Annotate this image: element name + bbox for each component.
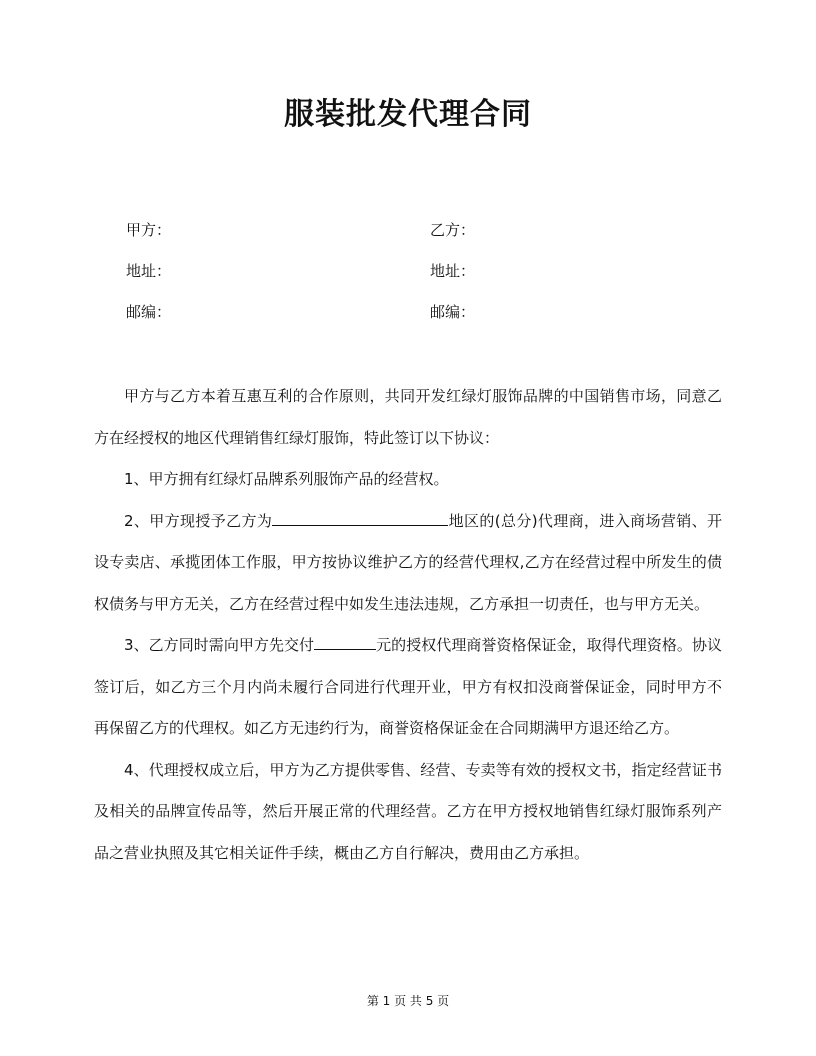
intro-paragraph: 甲方与乙方本着互惠互利的合作原则，共同开发红绿灯服饰品牌的中国销售市场，同意乙方在经授权的地区代理销售红绿灯服饰，特此签订以下协议： (94, 387, 722, 447)
address-b-label: 地址： (430, 262, 476, 280)
postcode-row (126, 301, 726, 323)
clause-4: 4、代理授权成立后，甲方为乙方提供零售、经营、专卖等有效的授权文书，指定经营证书及相关的品牌宣传品等，然后开展正常的代理经营。乙方在甲方授权地销售红绿灯服饰系列产品之营业执照及其它相关证件手续，概由乙方自行解决，费用由乙方承担。 (94, 760, 722, 862)
clause-2-rest: 地区的(总分)代理商，进入商场营销、开设专卖店、承揽团体工作服，甲方按协议维护乙方的经营代理权,乙方在经营过程中所发生的债权债务与甲方无关，乙方在经营过程中如发生违法违规，乙方承担一切责任，也与甲方无关。 (94, 511, 722, 613)
document-title: 服装批发代理合同 (284, 97, 532, 132)
address-row (126, 260, 726, 282)
postcode-a-label: 邮编： (126, 303, 172, 321)
clause-1: 1、甲方拥有红绿灯品牌系列服饰产品的经营权。 (124, 470, 449, 488)
party-a-label: 甲方： (126, 221, 172, 239)
clause-3-rest: 元的授权代理商誉资格保证金，取得代理资格。协议签订后，如乙方三个月内尚未履行合同进行代理开业，甲方有权扣没商誉保证金，同时甲方不再保留乙方的代理权。如乙方无违约行为，商誉资格保证金在合同期满甲方退还给乙方。 (94, 636, 722, 737)
contract-body (94, 376, 722, 874)
party-b-label: 乙方： (430, 221, 476, 239)
clause-2-start: 2、甲方现授予乙方为 (124, 511, 273, 530)
address-a-label: 地址： (126, 262, 172, 280)
clause-3-start: 3、乙方同时需向甲方先交付 (124, 636, 315, 654)
deposit-blank-line (314, 634, 376, 650)
clause-2 (94, 501, 722, 626)
postcode-b-label: 邮编： (430, 303, 476, 321)
party-row (126, 219, 726, 241)
clause-3 (94, 625, 722, 750)
page-footer: 第 1 页 共 5 页 (366, 994, 450, 1008)
region-blank-line (272, 510, 448, 526)
